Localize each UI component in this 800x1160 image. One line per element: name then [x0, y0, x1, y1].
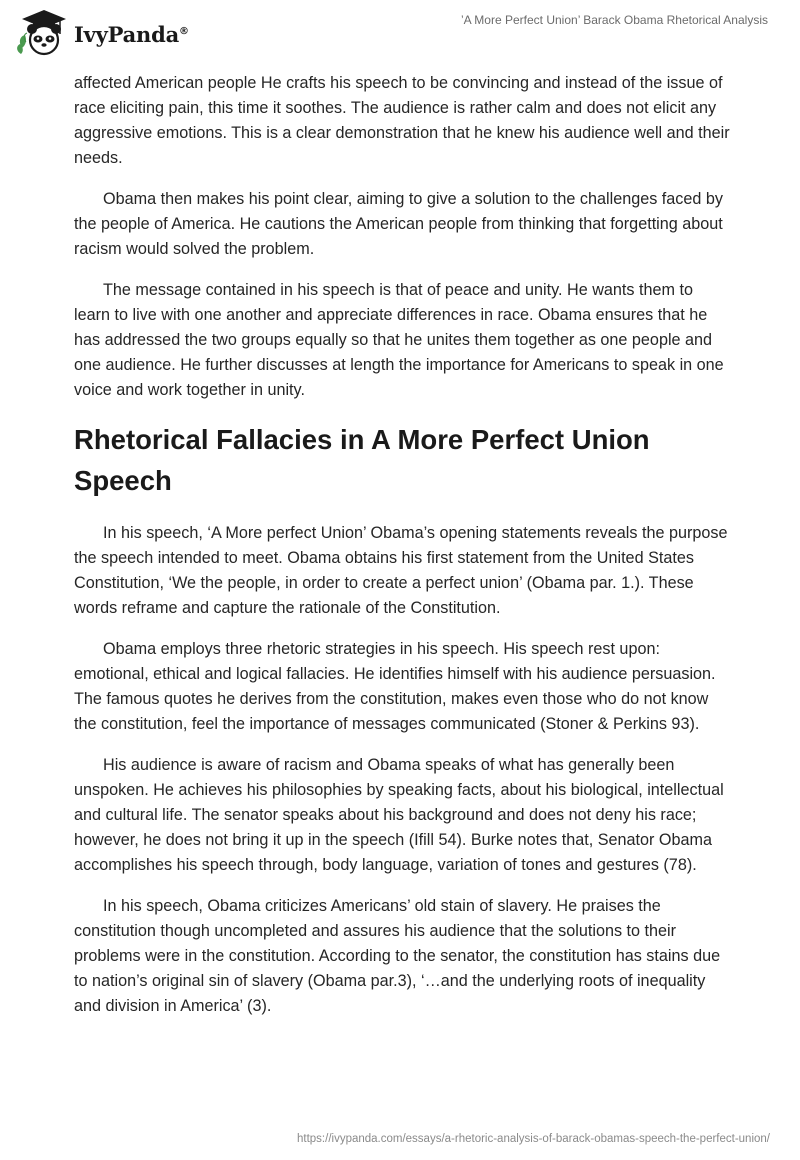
section-heading: Rhetorical Fallacies in A More Perfect Union Speech — [74, 424, 650, 496]
paragraph: His audience is aware of racism and Obama speaks of what has generally been unspoken. He achieves his philosophies by speaking facts, about his biological, intellectual and cultural life. The senator speaks about his background and does not deny his race; however, he does not bring it up in the speech (Ifill 54). Burke notes that, Senator Obama accomplishes his speech through, body language, variation of tones and gestures (78). — [74, 756, 724, 874]
panda-graduate-icon — [16, 8, 72, 58]
article-body — [74, 71, 730, 1035]
brand-name: IvyPanda® — [74, 21, 189, 47]
paragraph: In his speech, Obama criticizes Americans’ old stain of slavery. He praises the constitution though uncompleted and assures his audience that the solutions to their problems were in the constitution. According to the senator, the constitution has stains due to nation’s original sin of slavery (Obama par.3), ‘…and the underlying roots of inequality and division in America’ (3). — [74, 897, 721, 1015]
footer-url[interactable]: https://ivypanda.com/essays/a-rhetoric-analysis-of-barack-obamas-speech-the-perfect-union/ — [297, 1133, 770, 1145]
document-title: ’A More Perfect Union’ Barack Obama Rhetorical Analysis — [460, 13, 768, 27]
page-header — [0, 0, 800, 64]
paragraph: In his speech, ‘A More perfect Union’ Obama’s opening statements reveals the purpose the speech intended to meet. Obama obtains his first statement from the United States Constitution, ‘We the people, in order to create a perfect union’ (Obama par. 1.). These words reframe and capture the rationale of the Constitution. — [74, 524, 728, 617]
paragraph: Obama then makes his point clear, aiming to give a solution to the challenges faced by the people of America. He cautions the American people from thinking that forgetting about racism would solved the problem. — [74, 190, 723, 258]
brand-logo[interactable] — [16, 8, 189, 58]
paragraph: Obama employs three rhetoric strategies in his speech. His speech rest upon: emotional, ethical and logical fallacies. He identifies himself with his audience persuasion. The famous quotes he derives from the constitution, makes even those who do not know the constitution, feel the importance of messages communicated (Stoner & Perkins 93). — [74, 640, 716, 733]
paragraph: The message contained in his speech is that of peace and unity. He wants them to learn to live with one another and appreciate differences in race. Obama ensures that he has addressed the two groups equally so that he unites them together as one people and one audience. He further discusses at length the importance for Americans to speak in one voice and work together in unity. — [74, 281, 724, 399]
registered-mark: ® — [179, 25, 189, 37]
paragraph: affected American people He crafts his speech to be convincing and instead of the issue of race eliciting pain, this time it soothes. The audience is rather calm and does not elicit any aggressive emotions. This is a clear demonstration that he knew his audience well and their needs. — [74, 74, 730, 167]
